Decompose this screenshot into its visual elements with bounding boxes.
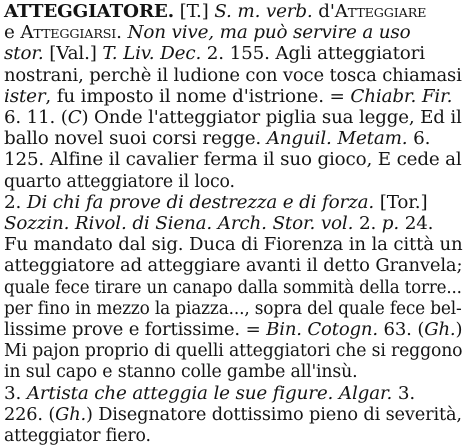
text-segment: 3. <box>392 383 416 404</box>
text-segment: atteggiator fiero. <box>4 426 151 446</box>
entry-line <box>4 107 462 129</box>
entry-line <box>4 22 411 44</box>
entry-line <box>4 383 415 405</box>
text-segment: Atteggiarsi <box>20 23 117 44</box>
text-segment: Mi pajon proprio di quelli atteggiatori che si reggono <box>4 341 463 362</box>
text-segment: atteggiatore ad atteggiare avanti il detto Granvela; <box>4 256 463 277</box>
entry-line <box>4 361 357 383</box>
entry-line <box>4 404 462 426</box>
text-segment: in sul capo e stanno colle gambe all'insù. <box>4 362 358 383</box>
text-segment: Non vive, ma può servire a uso <box>127 23 411 44</box>
entry-line <box>4 234 462 256</box>
entry-line <box>4 86 452 108</box>
text-segment: 226. ( <box>4 404 56 425</box>
text-segment: Gh. <box>424 320 456 340</box>
text-segment: 3. <box>4 383 27 404</box>
entry-line <box>4 319 462 341</box>
entry-line <box>4 298 462 320</box>
text-segment: Gh. <box>55 404 86 425</box>
text-segment: 24. <box>399 214 434 234</box>
text-segment: , fu imposto il nome d'istrione. = <box>45 86 351 107</box>
entry-line <box>4 65 462 87</box>
text-segment: per fino in mezzo la piazza..., sopra del quale fece bel- <box>4 298 462 319</box>
text-segment: stor. <box>4 44 44 65</box>
text-segment: quarto atteggiatore il loco. <box>4 171 235 192</box>
text-segment: nostrani, perchè il ludione con voce tosca chiamasi <box>4 65 462 86</box>
text-segment: d' <box>312 2 335 22</box>
text-segment: 2. <box>4 192 27 213</box>
text-segment: Atteggiare <box>334 2 427 22</box>
text-segment: Artista che atteggia le sue figure. <box>26 383 334 404</box>
text-segment: [T.] <box>173 2 215 22</box>
text-segment: e <box>4 23 21 44</box>
entry-line <box>4 340 462 362</box>
text-segment: ) Onde l'atteggiator piglia sua legge, Ed il <box>81 108 462 128</box>
text-segment: Algar. <box>338 383 393 404</box>
text-segment: . <box>116 23 128 44</box>
text-segment: 2. <box>353 214 382 234</box>
text-segment: 6. <box>407 129 431 150</box>
entry-line <box>4 192 427 214</box>
entry-line <box>4 149 462 171</box>
entry-line <box>4 425 151 447</box>
text-segment: lissime prove e fortissime. = <box>4 320 267 340</box>
text-segment: ister <box>4 86 46 107</box>
text-segment: Sozzin. Rivol. di Siena. Arch. Stor. vol. <box>4 214 354 234</box>
text-segment: 125. Alfine il cavalier ferma il suo gioco, E cede al <box>4 150 462 171</box>
entry-line <box>4 43 425 65</box>
text-segment: T. Liv. Dec. <box>102 44 202 65</box>
entry-line <box>4 277 462 299</box>
text-segment: ATTEGGIATORE. <box>4 2 174 22</box>
text-segment: Anguil. Metam. <box>266 129 408 150</box>
entry-line <box>4 171 235 193</box>
text-segment: [Val.] <box>43 44 103 65</box>
text-segment: ) Disegnatore dottissimo pieno di severità, <box>85 404 462 425</box>
text-segment: ) <box>455 320 463 340</box>
entry-line <box>4 255 462 277</box>
entry-line <box>4 128 430 150</box>
text-segment: 63. ( <box>377 320 425 340</box>
text-segment: [Tor.] <box>374 192 428 213</box>
text-segment: Di chi fa prove di destrezza e di forza. <box>26 192 375 213</box>
text-segment: C <box>67 108 82 128</box>
text-segment: S. m. verb. <box>214 2 313 22</box>
text-segment: p. <box>381 214 400 234</box>
entry-line <box>4 213 433 235</box>
entry-line <box>4 1 426 23</box>
text-segment: quale fece tirare un canapo dalla sommità della torre... <box>4 277 462 298</box>
text-segment: Chiabr. Fir. <box>350 86 453 107</box>
text-segment: ballo novel suoi corsi regge. <box>4 129 267 150</box>
text-segment: 6. 11. ( <box>4 108 68 128</box>
text-segment: Bin. Cotogn. <box>266 320 378 340</box>
text-segment: 2. 155. Agli atteggiatori <box>201 44 425 65</box>
text-segment: Fu mandato dal sig. Duca di Fiorenza in la città un <box>4 235 463 256</box>
